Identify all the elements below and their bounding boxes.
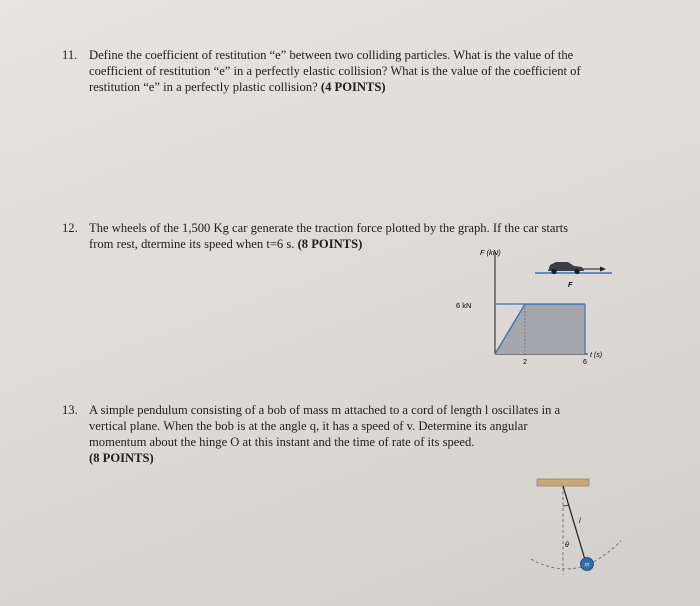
question-text: [89, 47, 581, 95]
question-number: 11.: [62, 48, 78, 62]
question-11: [62, 47, 682, 107]
force-label: F: [568, 282, 573, 289]
swing-arc: [531, 541, 621, 569]
angle-arc: [563, 505, 569, 506]
plot-area: [495, 304, 585, 356]
cord-length-label: l: [579, 518, 581, 525]
question-line: Define the coefficient of restitution “e” between two colliding particles. What is the value of the: [89, 48, 574, 62]
pendulum-diagram: [525, 475, 635, 585]
area-under-curve: [495, 304, 585, 354]
x-tick-label: 2: [523, 359, 527, 366]
question-line: momentum about the hinge O at this instant and the time of rate of its speed.: [89, 435, 475, 449]
bob-mass-label: m: [584, 562, 590, 569]
y-axis-label: F (kN): [480, 248, 501, 257]
points-label: (4 POINTS): [320, 80, 386, 94]
question-number: 12.: [62, 221, 78, 235]
question-line: coefficient of restitution “e” in a perfectly elastic collision? What is the value of the coefficient of: [89, 64, 581, 78]
points-label: (8 POINTS): [89, 451, 154, 465]
pendulum-cord: [563, 486, 586, 563]
ceiling-support: [537, 479, 589, 486]
x-axis-label: t (s): [590, 352, 603, 359]
question-line: [89, 79, 581, 95]
question-line: vertical plane. When the bob is at the angle q, it has a speed of v. Determine its angular: [89, 419, 528, 433]
question-text: [89, 402, 560, 466]
points-label: (8 POINTS): [297, 237, 363, 251]
angle-label: θ: [565, 542, 569, 549]
question-line: The wheels of the 1,500 Kg car generate the traction force plotted by the graph. If the car starts: [89, 221, 569, 235]
question-line: A simple pendulum consisting of a bob of mass m attached to a cord of length l oscillates in a: [89, 403, 561, 417]
question-line-text: restitution “e” in a perfectly plastic collision?: [89, 80, 318, 94]
question-line-text: from rest, dtermine its speed when t=6 s.: [89, 237, 295, 251]
force-time-graph: [440, 244, 640, 374]
y-tick-label: 6 kN: [456, 301, 472, 310]
x-tick-label: 6: [583, 359, 587, 366]
question-13: [62, 402, 682, 472]
question-number: 13.: [62, 403, 78, 417]
car-icon: [535, 262, 612, 274]
